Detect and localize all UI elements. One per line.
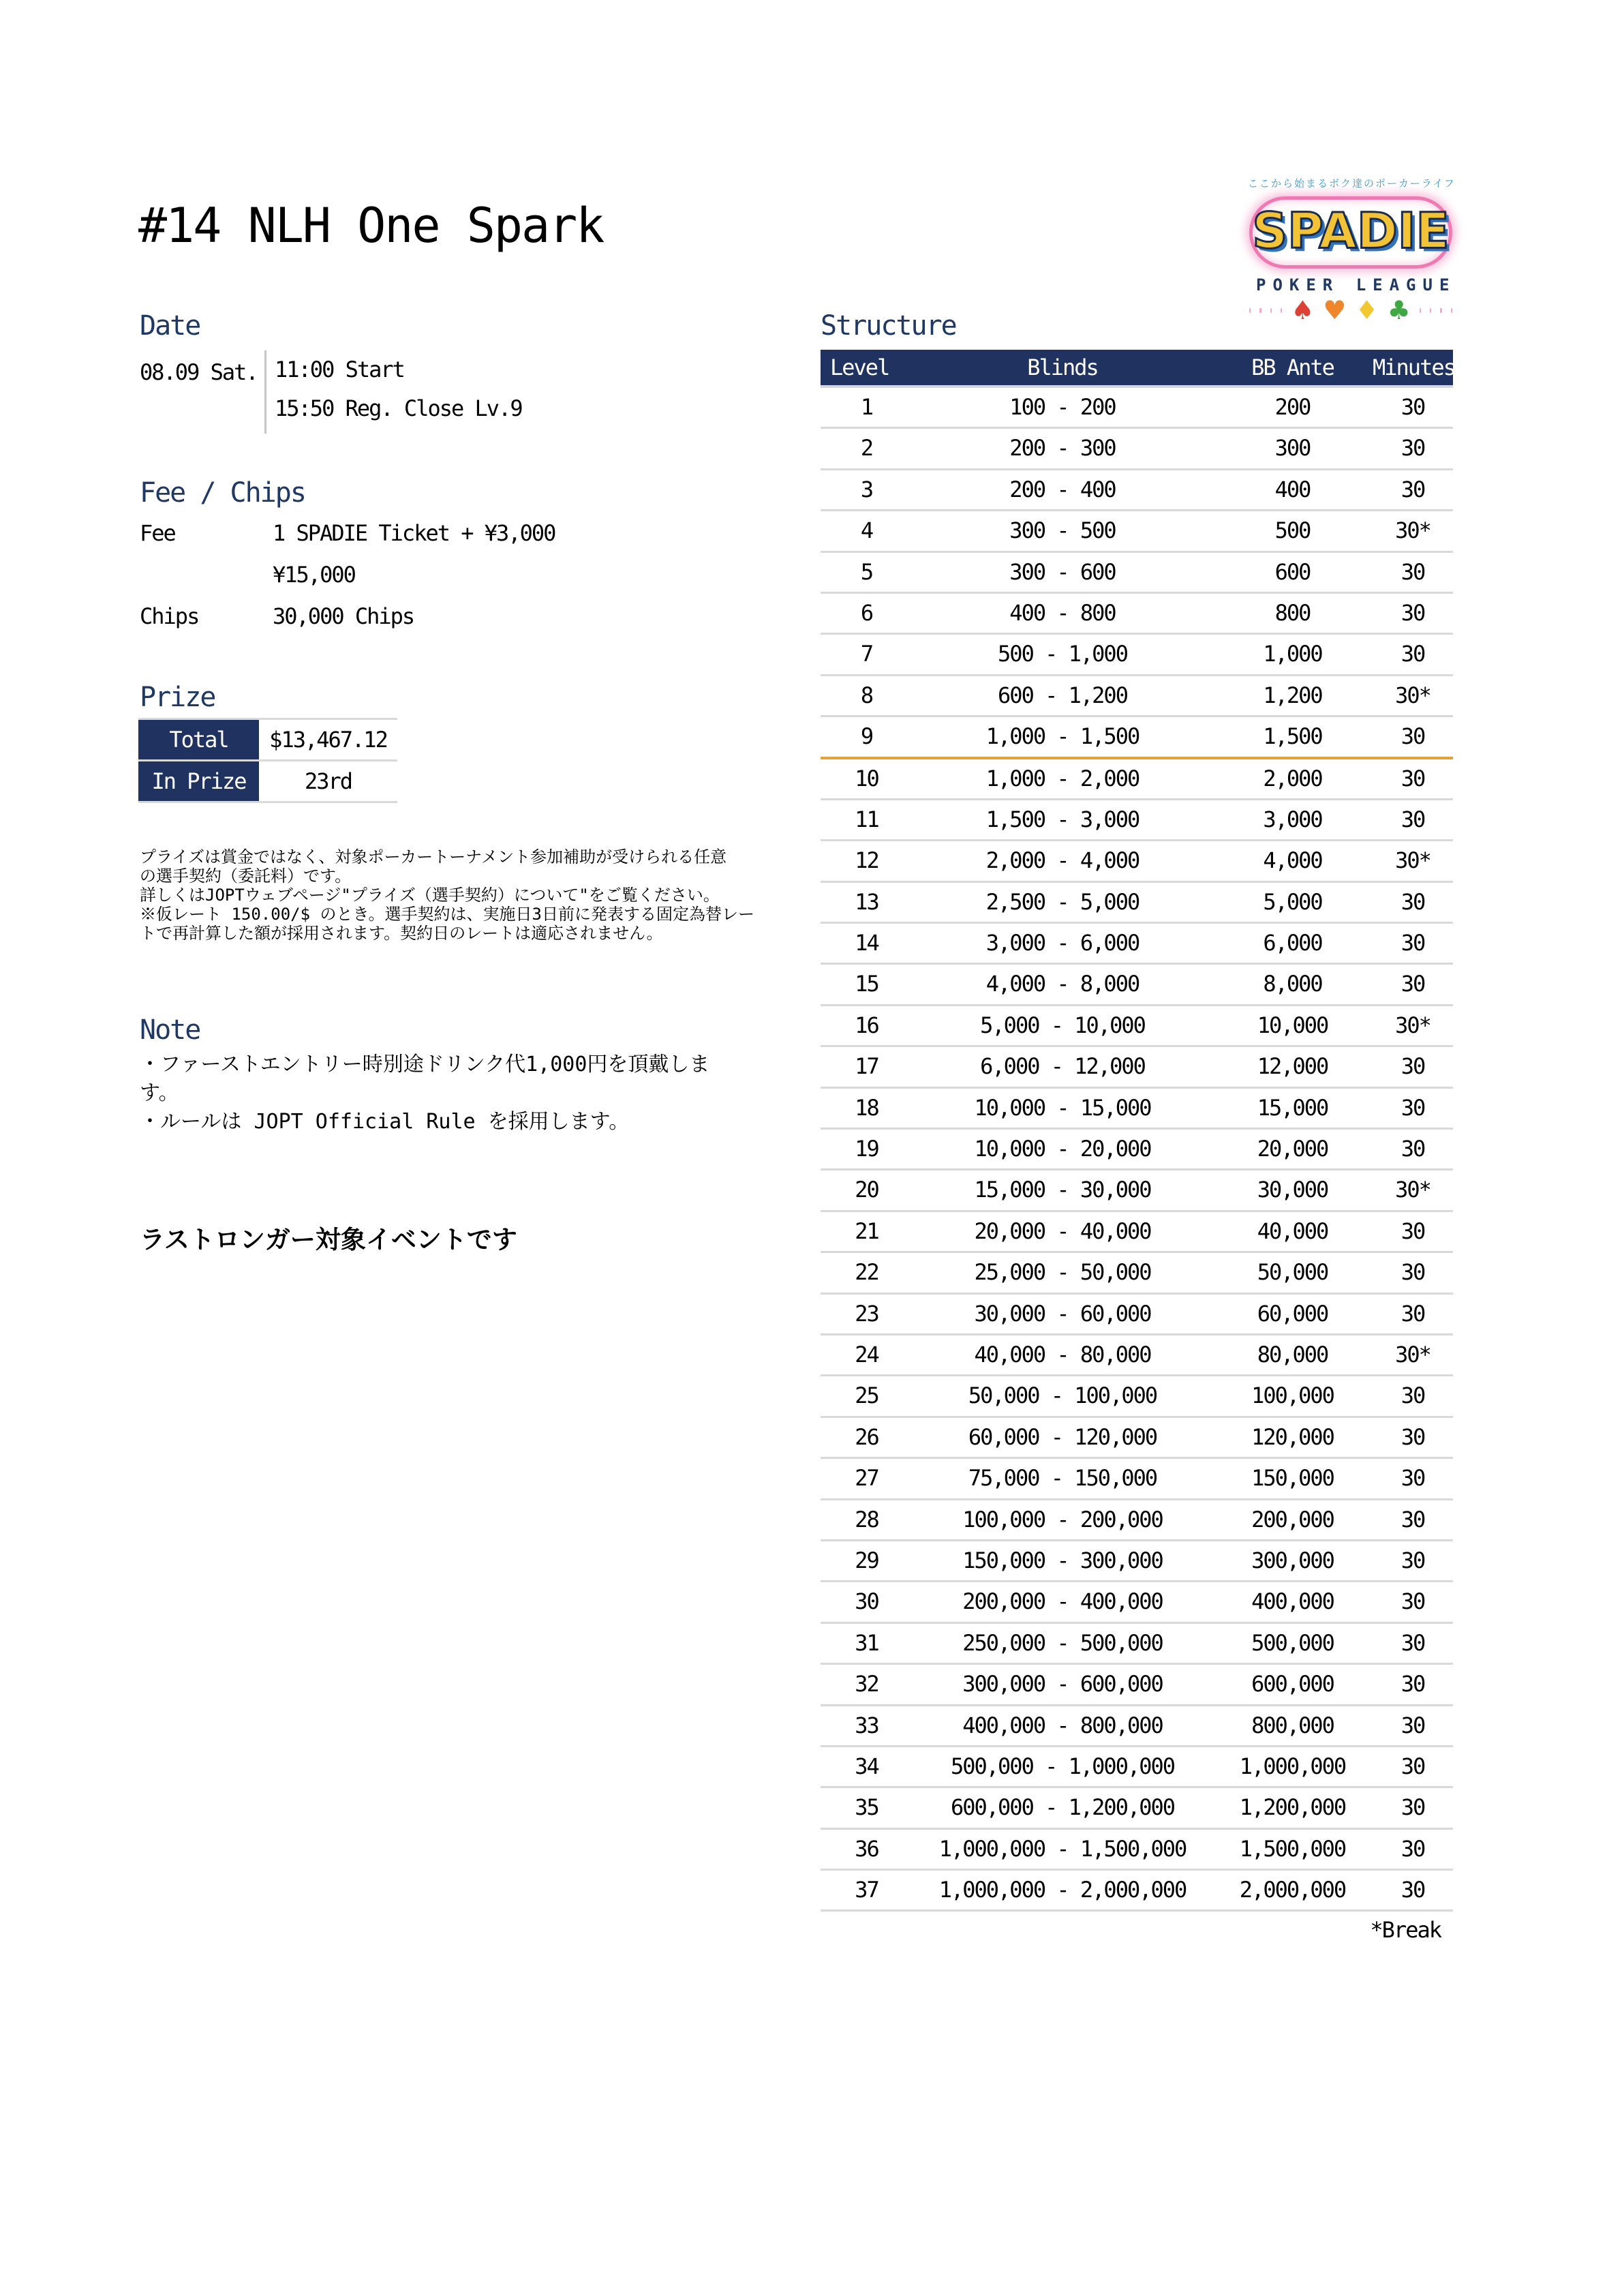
fee-row-value: 1 SPADIE Ticket + ¥3,000 (273, 520, 555, 546)
page-title: #14 NLH One Spark (138, 198, 604, 254)
blinds-cell: 400 - 800 (1009, 599, 1116, 626)
minutes-cell: 30 (1401, 1423, 1425, 1450)
minutes-cell: 30 (1401, 476, 1425, 502)
bb-ante-cell: 400,000 (1251, 1588, 1334, 1615)
blinds-cell: 4,000 - 8,000 (985, 971, 1139, 997)
bb-ante-cell: 20,000 (1257, 1136, 1328, 1162)
blinds-cell: 3,000 - 6,000 (985, 930, 1139, 956)
note-heading: Note (140, 1014, 200, 1046)
blinds-cell: 200,000 - 400,000 (962, 1588, 1163, 1615)
decorative-dot (1249, 308, 1251, 313)
bb-ante-cell: 2,000 (1263, 765, 1322, 791)
bb-ante-cell: 120,000 (1251, 1423, 1334, 1450)
spade-icon: ♠ (1291, 295, 1315, 325)
structure-row (821, 1582, 1453, 1623)
note-line: ・ファーストエントリー時別途ドリンク代1,000円を頂戴しま (140, 1053, 710, 1076)
blinds-cell: 60,000 - 120,000 (968, 1423, 1157, 1450)
disclaimer-line: の選手契約（委託料）です。 (140, 866, 352, 886)
minutes-cell: 30 (1401, 765, 1425, 791)
structure-row (821, 924, 1453, 965)
level-cell: 7 (860, 641, 873, 667)
minutes-cell: 30 (1401, 558, 1425, 585)
blinds-cell: 1,000 - 1,500 (985, 723, 1139, 750)
level-cell: 1 (860, 394, 873, 420)
blinds-cell: 15,000 - 30,000 (974, 1177, 1151, 1203)
minutes-cell: 30 (1401, 1300, 1425, 1327)
note-line: す。 (140, 1081, 179, 1105)
fee-row-label: Chips (140, 603, 199, 629)
blinds-cell: 200 - 300 (1009, 435, 1116, 462)
structure-row (821, 717, 1453, 759)
level-cell: 29 (855, 1547, 878, 1573)
fee-row (140, 554, 555, 596)
prize-heading: Prize (140, 682, 215, 713)
blinds-cell: 300 - 500 (1009, 517, 1116, 544)
disclaimer-line: ※仮レート 150.00/$ のとき。選手契約は、実施日3日前に発表する固定為替レー (140, 905, 754, 924)
structure-row (821, 1047, 1453, 1088)
blinds-cell: 6,000 - 12,000 (980, 1053, 1145, 1080)
level-cell: 28 (855, 1506, 878, 1532)
level-cell: 16 (855, 1012, 878, 1038)
level-cell: 12 (855, 847, 878, 874)
minutes-cell: 30 (1401, 1053, 1425, 1080)
level-cell: 37 (855, 1877, 878, 1903)
blinds-cell: 400,000 - 800,000 (962, 1712, 1163, 1738)
minutes-cell: 30 (1401, 1218, 1425, 1244)
level-cell: 11 (855, 806, 878, 832)
minutes-cell: 30 (1401, 971, 1425, 997)
minutes-cell: 30 (1401, 1712, 1425, 1738)
blinds-cell: 600,000 - 1,200,000 (950, 1794, 1175, 1821)
level-cell: 20 (855, 1177, 878, 1203)
level-cell: 27 (855, 1465, 878, 1492)
bb-ante-cell: 6,000 (1263, 930, 1322, 956)
level-cell: 25 (855, 1383, 878, 1409)
level-cell: 31 (855, 1629, 878, 1656)
break-footnote: *Break (1370, 1917, 1441, 1943)
bb-ante-cell: 1,000 (1263, 641, 1322, 667)
structure-row (821, 594, 1453, 635)
minutes-cell: 30 (1401, 1835, 1425, 1862)
structure-row (821, 1706, 1453, 1747)
blinds-cell: 20,000 - 40,000 (974, 1218, 1151, 1244)
level-cell: 19 (855, 1136, 878, 1162)
level-cell: 34 (855, 1753, 878, 1779)
bb-ante-cell: 100,000 (1251, 1383, 1334, 1409)
structure-row (821, 1376, 1453, 1417)
structure-row (821, 800, 1453, 841)
blinds-cell: 1,000,000 - 2,000,000 (938, 1877, 1187, 1903)
level-cell: 36 (855, 1835, 878, 1862)
minutes-column-header: Minutes (1373, 354, 1455, 380)
note-line: ・ルールは JOPT Official Rule を採用します。 (140, 1110, 630, 1134)
level-cell: 15 (855, 971, 878, 997)
blinds-cell: 1,000,000 - 1,500,000 (938, 1835, 1187, 1862)
blinds-cell: 100,000 - 200,000 (962, 1506, 1163, 1532)
blinds-cell: 10,000 - 15,000 (974, 1094, 1151, 1121)
structure-row (821, 676, 1453, 717)
diamond-icon: ♦ (1355, 295, 1379, 325)
bb-ante-cell: 500 (1274, 517, 1311, 544)
level-cell: 24 (855, 1341, 878, 1368)
event-times (264, 350, 522, 434)
bb-ante-cell: 600,000 (1251, 1671, 1334, 1697)
prize-row (138, 761, 397, 803)
blinds-column-header: Blinds (1027, 354, 1098, 380)
spadie-logo (1248, 176, 1456, 325)
bb-ante-cell: 1,500,000 (1239, 1835, 1346, 1862)
blinds-cell: 150,000 - 300,000 (962, 1547, 1163, 1573)
level-cell: 26 (855, 1423, 878, 1450)
minutes-cell: 30* (1395, 517, 1430, 544)
bb-ante-cell: 600 (1274, 558, 1311, 585)
disclaimer-line: プライズは賞金ではなく、対象ポーカートーナメント参加補助が受けられる任意 (140, 847, 727, 866)
blinds-cell: 10,000 - 20,000 (974, 1136, 1151, 1162)
blinds-cell: 200 - 400 (1009, 476, 1116, 502)
suit-icons-row (1249, 296, 1452, 324)
blinds-cell: 5,000 - 10,000 (980, 1012, 1145, 1038)
blinds-cell: 1,500 - 3,000 (985, 806, 1139, 832)
fee-row (140, 513, 555, 554)
blinds-cell: 250,000 - 500,000 (962, 1629, 1163, 1656)
structure-row (821, 553, 1453, 594)
bb-ante-cell: 1,200,000 (1239, 1794, 1346, 1821)
structure-row (821, 1830, 1453, 1871)
minutes-cell: 30 (1401, 1547, 1425, 1573)
minutes-cell: 30 (1401, 1794, 1425, 1821)
bb-ante-cell: 800,000 (1251, 1712, 1334, 1738)
blinds-cell: 40,000 - 80,000 (974, 1341, 1151, 1368)
structure-row (821, 1747, 1453, 1788)
spadie-wordmark: SPADIE (1252, 202, 1450, 260)
decorative-dot (1281, 308, 1282, 313)
last-longer-banner: ラストロンガー対象イベントです (140, 1225, 517, 1254)
bb-ante-cell: 80,000 (1257, 1341, 1328, 1368)
decorative-dot (1259, 308, 1261, 313)
bb-ante-column-header: BB Ante (1251, 354, 1334, 380)
decorative-dot (1430, 308, 1431, 313)
blinds-cell: 500,000 - 1,000,000 (950, 1753, 1175, 1779)
bb-ante-cell: 200,000 (1251, 1506, 1334, 1532)
minutes-cell: 30 (1401, 1136, 1425, 1162)
logo-pill (1249, 196, 1452, 269)
bb-ante-cell: 300 (1274, 435, 1311, 462)
structure-table-header (821, 350, 1453, 388)
level-cell: 3 (860, 476, 873, 502)
start-time: 11:00 Start (275, 357, 404, 382)
structure-row (821, 1459, 1453, 1500)
structure-table-body (821, 388, 1453, 1912)
minutes-cell: 30 (1401, 1506, 1425, 1532)
structure-row (821, 1212, 1453, 1253)
structure-row (821, 759, 1453, 800)
level-cell: 8 (860, 682, 873, 708)
minutes-cell: 30 (1401, 641, 1425, 667)
minutes-cell: 30 (1401, 1094, 1425, 1121)
structure-row (821, 1089, 1453, 1130)
blinds-cell: 500 - 1,000 (998, 641, 1127, 667)
minutes-cell: 30* (1395, 1177, 1430, 1203)
level-cell: 6 (860, 599, 873, 626)
blinds-cell: 25,000 - 50,000 (974, 1259, 1151, 1286)
structure-row (821, 883, 1453, 924)
minutes-cell: 30* (1395, 682, 1430, 708)
bb-ante-cell: 10,000 (1257, 1012, 1328, 1038)
minutes-cell: 30 (1401, 723, 1425, 750)
structure-heading: Structure (821, 310, 956, 342)
reg-close-time: 15:50 Reg. Close Lv.9 (275, 395, 522, 421)
blinds-cell: 300,000 - 600,000 (962, 1671, 1163, 1697)
poker-league-label: POKER LEAGUE (1256, 275, 1456, 294)
minutes-cell: 30 (1401, 930, 1425, 956)
structure-row (821, 1335, 1453, 1376)
bb-ante-cell: 15,000 (1257, 1094, 1328, 1121)
decorative-dot (1420, 308, 1421, 313)
level-cell: 33 (855, 1712, 878, 1738)
bb-ante-cell: 1,500 (1263, 723, 1322, 750)
structure-row (821, 1418, 1453, 1459)
bb-ante-cell: 5,000 (1263, 888, 1322, 915)
level-cell: 22 (855, 1259, 878, 1286)
minutes-cell: 30 (1401, 888, 1425, 915)
blinds-cell: 2,000 - 4,000 (985, 847, 1139, 874)
bb-ante-cell: 200 (1274, 394, 1311, 420)
structure-row (821, 511, 1453, 552)
fee-row-label: Fee (140, 520, 175, 546)
fee-row-value: 30,000 Chips (273, 603, 414, 629)
structure-row (821, 429, 1453, 470)
structure-row (821, 965, 1453, 1006)
minutes-cell: 30 (1401, 1671, 1425, 1697)
structure-row (821, 1170, 1453, 1211)
structure-row (821, 841, 1453, 882)
level-cell: 2 (860, 435, 873, 462)
club-icon: ♣ (1387, 295, 1411, 325)
minutes-cell: 30 (1401, 1383, 1425, 1409)
minutes-cell: 30 (1401, 1877, 1425, 1903)
blinds-cell: 100 - 200 (1009, 394, 1116, 420)
decorative-dot (1270, 308, 1272, 313)
level-cell: 9 (860, 723, 873, 750)
structure-row (821, 1624, 1453, 1665)
blinds-cell: 75,000 - 150,000 (968, 1465, 1157, 1492)
minutes-cell: 30 (1401, 806, 1425, 832)
structure-row (821, 470, 1453, 511)
structure-row (821, 1665, 1453, 1706)
minutes-cell: 30 (1401, 394, 1425, 420)
fee-row-value: ¥15,000 (273, 562, 355, 588)
date-heading: Date (140, 310, 200, 342)
minutes-cell: 30 (1401, 1465, 1425, 1492)
bb-ante-cell: 3,000 (1263, 806, 1322, 832)
bb-ante-cell: 40,000 (1257, 1218, 1328, 1244)
minutes-cell: 30* (1395, 847, 1430, 874)
blinds-cell: 2,500 - 5,000 (985, 888, 1139, 915)
heart-icon: ♥ (1323, 295, 1347, 325)
structure-row (821, 1130, 1453, 1170)
decorative-dot (1440, 308, 1441, 313)
prize-row-label: Total (138, 720, 259, 759)
level-cell: 10 (855, 765, 878, 791)
structure-row (821, 388, 1453, 429)
level-cell: 17 (855, 1053, 878, 1080)
bb-ante-cell: 30,000 (1257, 1177, 1328, 1203)
minutes-cell: 30* (1395, 1341, 1430, 1368)
minutes-cell: 30 (1401, 1629, 1425, 1656)
structure-row (821, 635, 1453, 676)
level-cell: 18 (855, 1094, 878, 1121)
note-lines (140, 1051, 709, 1136)
bb-ante-cell: 8,000 (1263, 971, 1322, 997)
minutes-cell: 30 (1401, 1588, 1425, 1615)
structure-row (821, 1541, 1453, 1582)
logo-tagline: ここから始まるボク達のポーカーライフ (1248, 177, 1456, 190)
minutes-cell: 30 (1401, 1753, 1425, 1779)
bb-ante-cell: 2,000,000 (1239, 1877, 1346, 1903)
fee-rows (140, 513, 555, 637)
level-column-header: Level (830, 354, 889, 380)
level-cell: 13 (855, 888, 878, 915)
fee-row-label (140, 554, 273, 596)
bb-ante-cell: 12,000 (1257, 1053, 1328, 1080)
level-cell: 35 (855, 1794, 878, 1821)
structure-row (821, 1871, 1453, 1912)
bb-ante-cell: 1,000,000 (1239, 1753, 1346, 1779)
minutes-cell: 30* (1395, 1012, 1430, 1038)
structure-row (821, 1500, 1453, 1541)
bb-ante-cell: 500,000 (1251, 1629, 1334, 1656)
level-cell: 23 (855, 1300, 878, 1327)
level-cell: 14 (855, 930, 878, 956)
structure-row (821, 1253, 1453, 1294)
level-cell: 5 (860, 558, 873, 585)
bb-ante-cell: 4,000 (1263, 847, 1322, 874)
bb-ante-cell: 60,000 (1257, 1300, 1328, 1327)
event-date: 08.09 Sat. (140, 359, 258, 385)
bb-ante-cell: 800 (1274, 599, 1311, 626)
date-block (140, 353, 522, 434)
bb-ante-cell: 300,000 (1251, 1547, 1334, 1573)
structure-row (821, 1295, 1453, 1335)
minutes-cell: 30 (1401, 599, 1425, 626)
prize-row-value: 23rd (304, 768, 352, 794)
fee-chips-heading: Fee / Chips (140, 477, 305, 509)
level-cell: 30 (855, 1588, 878, 1615)
bb-ante-cell: 400 (1274, 476, 1311, 502)
bb-ante-cell: 1,200 (1263, 682, 1322, 708)
bb-ante-cell: 50,000 (1257, 1259, 1328, 1286)
minutes-cell: 30 (1401, 1259, 1425, 1286)
minutes-cell: 30 (1401, 435, 1425, 462)
prize-row-value: $13,467.12 (269, 727, 387, 753)
prize-row-label: In Prize (138, 761, 259, 801)
disclaimer-line: 詳しくはJOPTウェブページ"プライズ（選手契約）について"をご覧ください。 (140, 886, 720, 905)
blinds-cell: 600 - 1,200 (998, 682, 1127, 708)
blinds-cell: 50,000 - 100,000 (968, 1383, 1157, 1409)
bb-ante-cell: 150,000 (1251, 1465, 1334, 1492)
structure-table (821, 350, 1453, 1912)
level-cell: 4 (860, 517, 873, 544)
structure-row (821, 1006, 1453, 1047)
blinds-cell: 300 - 600 (1009, 558, 1116, 585)
level-cell: 21 (855, 1218, 878, 1244)
level-cell: 32 (855, 1671, 878, 1697)
disclaimer-line: トで再計算した額が採用されます。契約日のレートは適応されません。 (140, 924, 663, 943)
prize-disclaimer (140, 847, 754, 943)
blinds-cell: 30,000 - 60,000 (974, 1300, 1151, 1327)
structure-row (821, 1788, 1453, 1829)
fee-row (140, 596, 555, 637)
prize-row (138, 720, 397, 761)
blinds-cell: 1,000 - 2,000 (985, 765, 1139, 791)
prize-table (138, 718, 397, 803)
decorative-dot (1451, 308, 1452, 313)
